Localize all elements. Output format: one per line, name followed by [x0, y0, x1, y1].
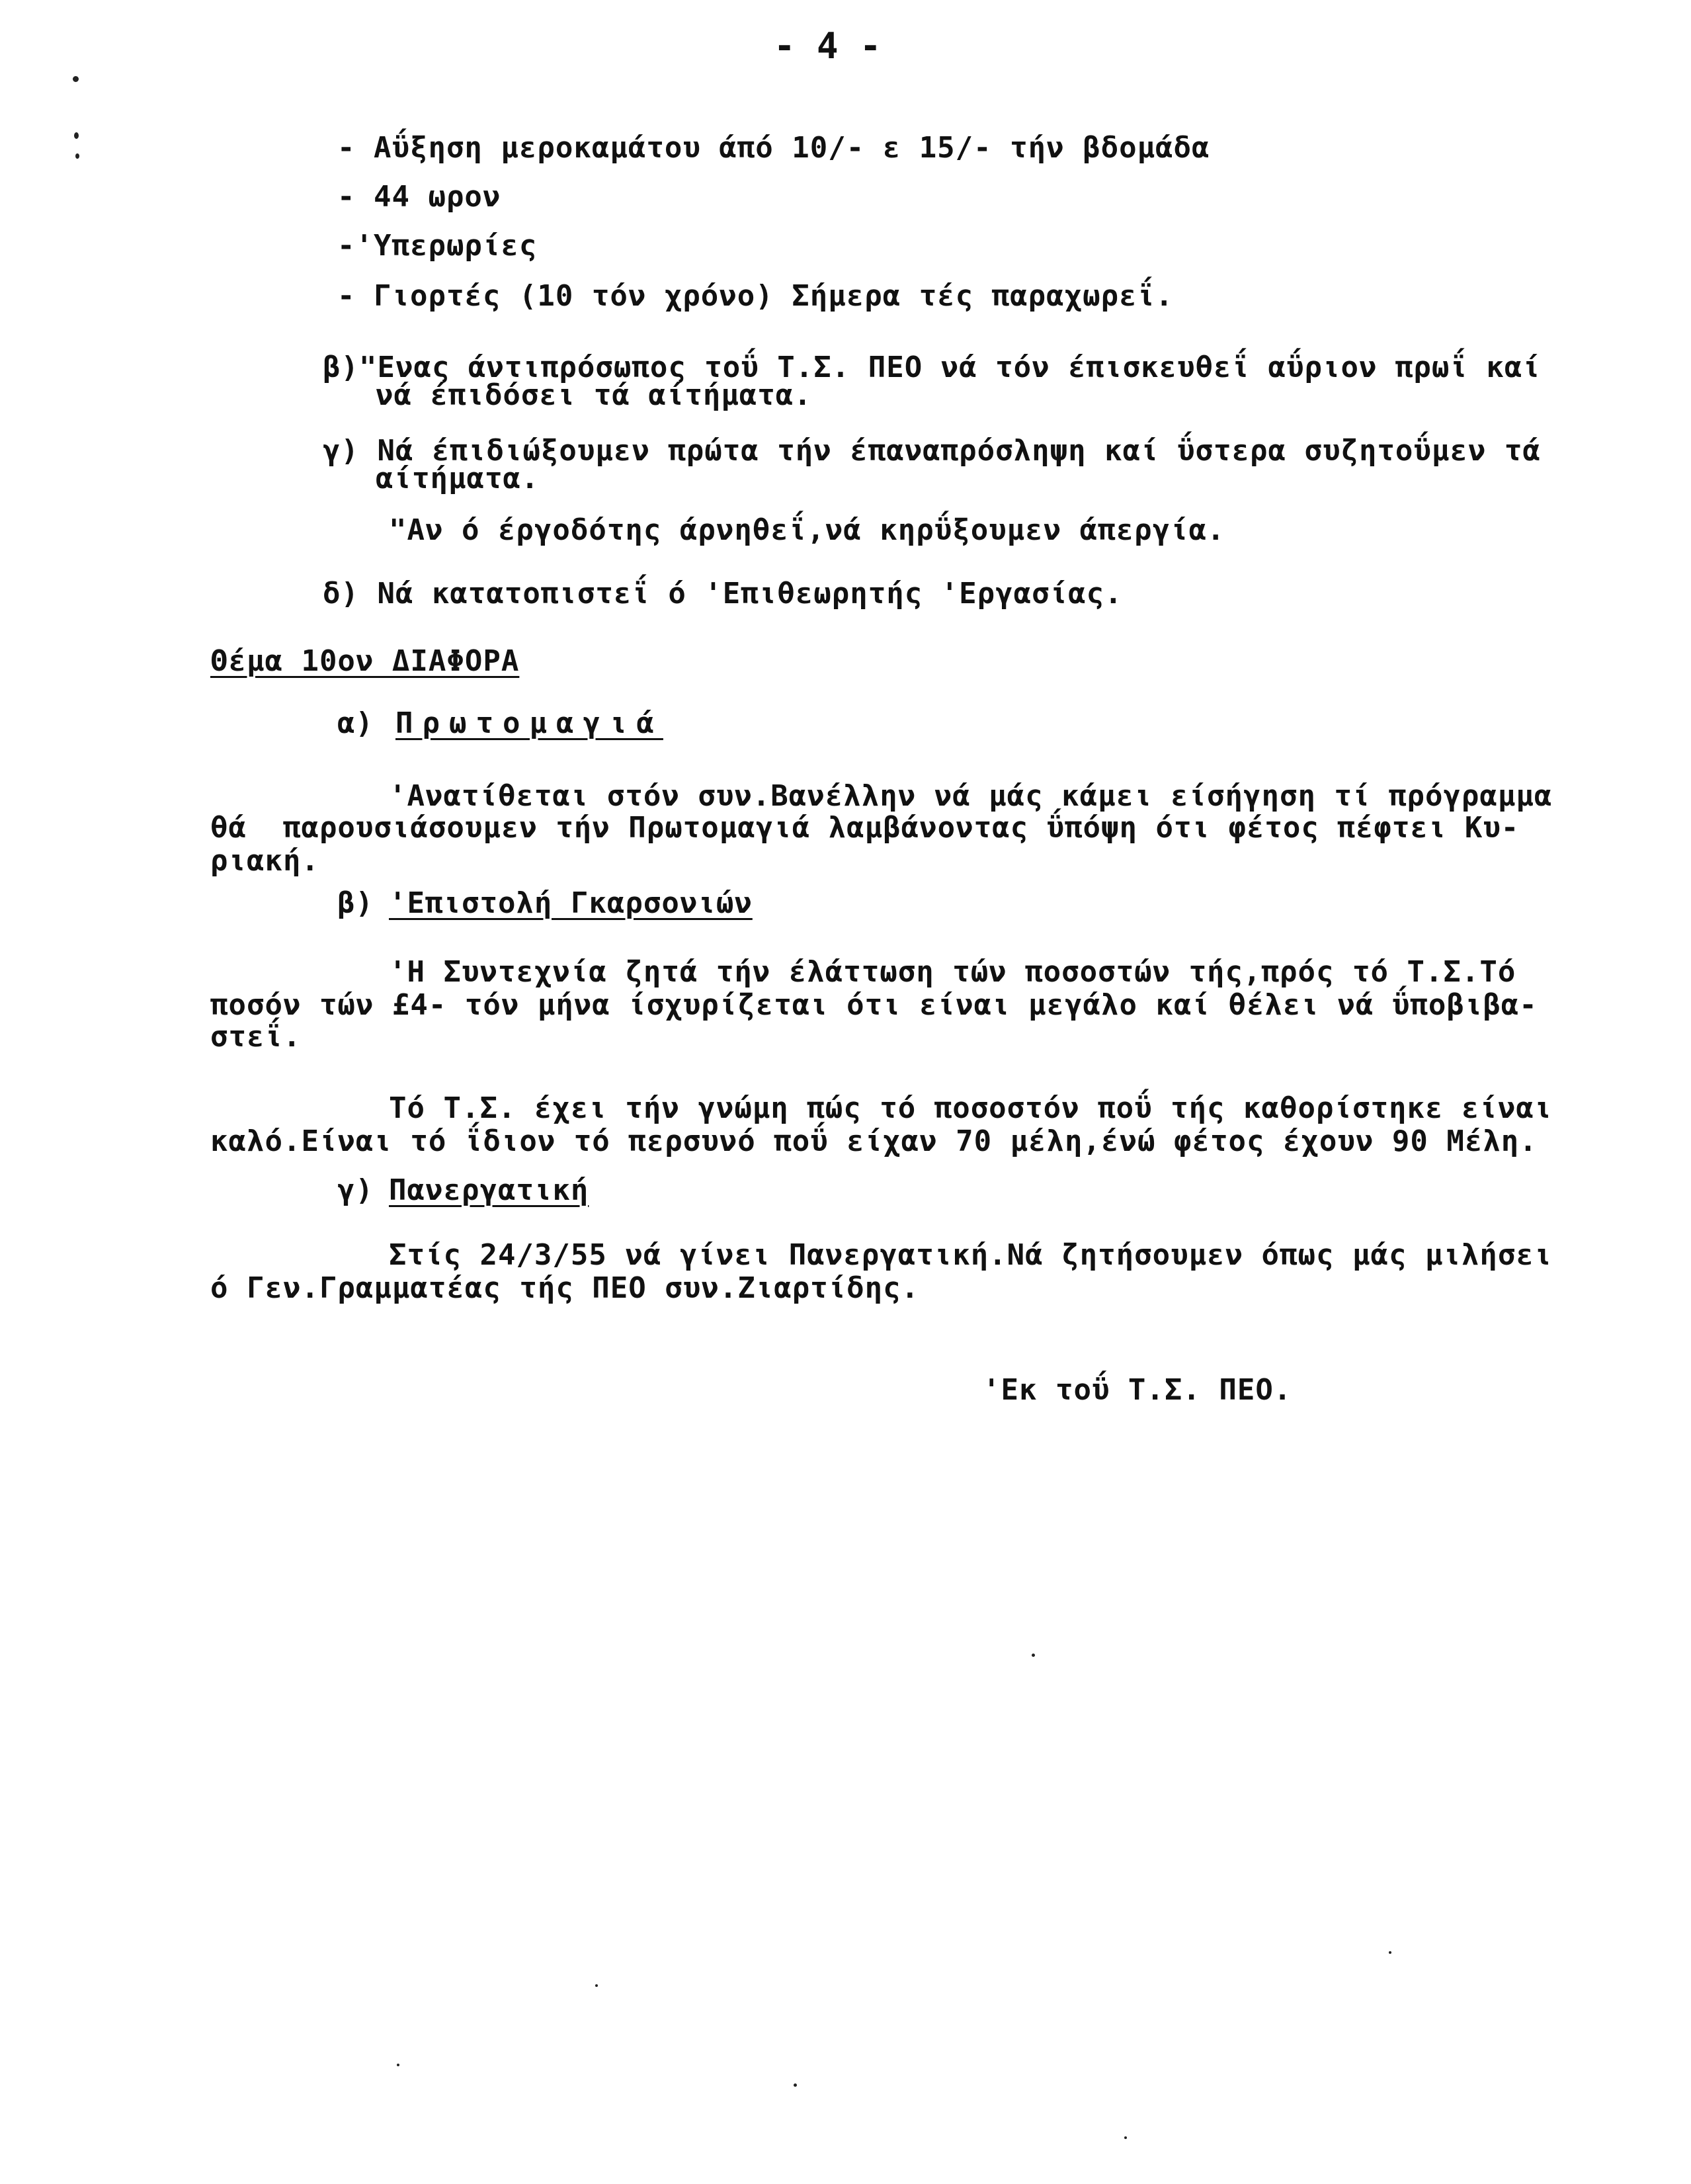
item-d-line: δ) Νά κατατοπιστεΐ ό 'Επιθεωρητής 'Εργασίας.: [323, 577, 1123, 610]
demand-holidays: - Γιορτές (10 τόν χρόνο) Σήμερα τές παραχωρεΐ.: [337, 279, 1174, 313]
sub-b-paragraph1-line-2: ποσόν τών £4- τόν μήνα ίσχυρίζεται ότι είναι μεγάλο καί θέλει νά ΰποβιβα-: [210, 988, 1538, 1022]
scan-speck: [1389, 1951, 1391, 1954]
sub-c-label: γ): [337, 1173, 374, 1207]
sub-a-paragraph-line-2: θά παρουσιάσουμεν τήν Πρωτομαγιά λαμβάνοντας ΰπόψη ότι φέτος πέφτει Κυ-: [210, 811, 1520, 845]
scan-speck: [1032, 1654, 1035, 1657]
item-c-line-2: αίτήματα.: [376, 462, 540, 495]
scan-speck: [75, 153, 79, 159]
sub-b-title: 'Επιστολή Γκαρσονιών: [389, 886, 753, 920]
sub-b-paragraph1-line-1: 'Η Συντεχνία ζητά τήν έλάττωση τών ποσοστών τής,πρός τό Τ.Σ.Τό: [389, 955, 1516, 989]
item-c-line-3: "Αν ό έργοδότης άρνηθεΐ,νά κηρΰξουμεν άπεργία.: [389, 513, 1225, 547]
sub-b-paragraph2-line-2: καλό.Είναι τό ΐδιον τό περσυνό ποΰ είχαν 70 μέλη,ένώ φέτος έχουν 90 Μέλη.: [210, 1124, 1538, 1158]
scan-speck: [73, 76, 79, 82]
sub-a-title: Πρωτομαγιά: [395, 706, 663, 740]
sub-a-label: α): [337, 706, 374, 740]
section-heading: Θέμα 10ον ΔΙΑΦΟΡΑ: [210, 644, 520, 678]
page-number: - 4 -: [774, 25, 882, 67]
sub-a-paragraph-line-1: 'Ανατίθεται στόν συν.Βανέλλην νά μάς κάμει είσήγηση τί πρόγραμμα: [389, 779, 1553, 813]
sub-b-paragraph2-line-1: Τό Τ.Σ. έχει τήν γνώμη πώς τό ποσοστόν ποΰ τής καθορίστηκε είναι: [389, 1091, 1553, 1125]
scan-speck: [794, 2083, 797, 2087]
demand-44-hours: - 44 ωρον: [337, 180, 501, 214]
demand-wage-increase: - Αΰξηση μεροκαμάτου άπό 10/- ε 15/- τήν βδομάδα: [337, 131, 1210, 165]
scan-speck: [397, 2064, 399, 2066]
scan-speck: [1124, 2136, 1127, 2139]
item-b-line-2: νά έπιδόσει τά αίτήματα.: [376, 378, 812, 412]
scan-speck: [74, 132, 79, 139]
sub-b-paragraph1-line-3: στεΐ.: [210, 1020, 302, 1054]
signature-line: 'Εκ τοΰ Τ.Σ. ΠΕΟ.: [983, 1373, 1292, 1407]
item-b-line-1: β)"Ενας άντιπρόσωπος τοΰ Τ.Σ. ΠΕΟ νά τόν έπισκευθεΐ αΰριον πρωΐ καί: [323, 351, 1541, 384]
sub-c-title: Πανεργατική: [389, 1173, 589, 1207]
sub-b-label: β): [337, 886, 374, 920]
scan-speck: [595, 1984, 598, 1987]
item-c-line-1: γ) Νά έπιδιώξουμεν πρώτα τήν έπαναπρόσληψη καί ΰστερα συζητοΰμεν τά: [323, 434, 1541, 468]
sub-c-paragraph-line-1: Στίς 24/3/55 νά γίνει Πανεργατική.Νά ζητήσουμεν όπως μάς μιλήσει: [389, 1238, 1553, 1272]
sub-a-paragraph-line-3: ριακή.: [210, 844, 319, 878]
sub-c-paragraph-line-2: ό Γεν.Γραμματέας τής ΠΕΟ συν.Ζιαρτίδης.: [210, 1271, 920, 1305]
demand-overtime: -'Υπερωρίες: [337, 229, 538, 263]
